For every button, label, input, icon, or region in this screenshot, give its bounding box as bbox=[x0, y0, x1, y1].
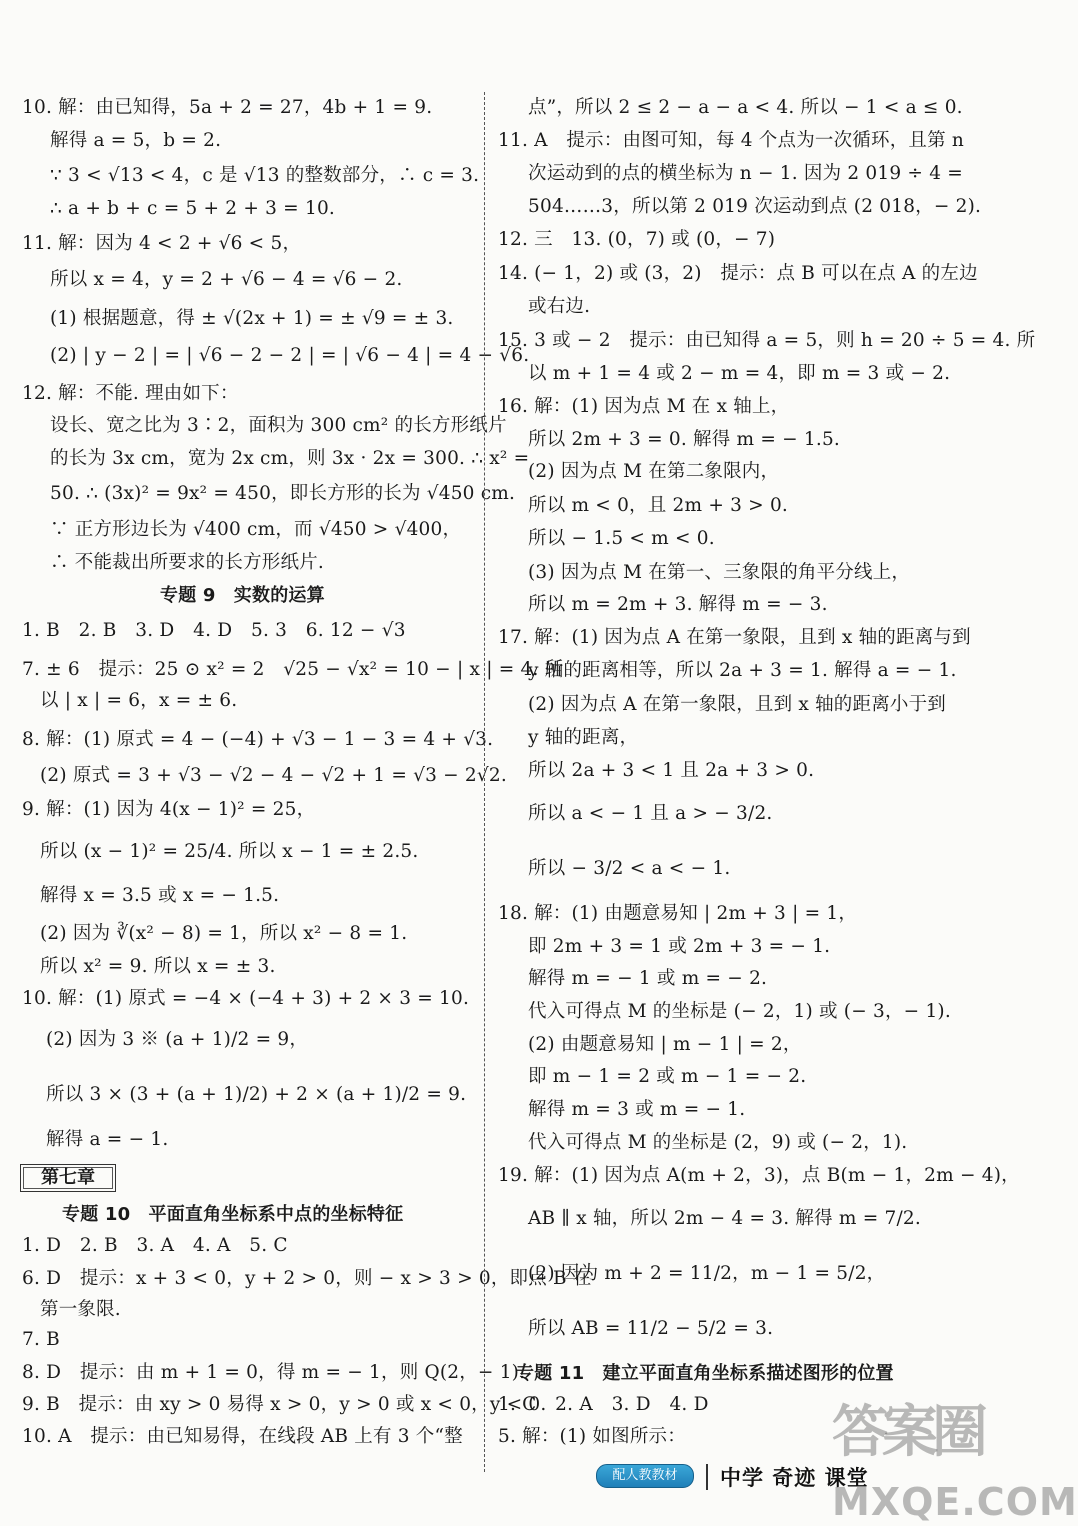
answer-line: ∵ 3 < √13 < 4，c 是 √13 的整数部分，∴ c = 3. bbox=[50, 165, 480, 186]
answer-line: 次运动到的点的横坐标为 n − 1. 因为 2 019 ÷ 4 = bbox=[528, 163, 963, 184]
answer-line: 所以 AB = 11/2 − 5/2 = 3. bbox=[528, 1318, 774, 1339]
section-heading: 专题 10 平面直角坐标系中点的坐标特征 bbox=[62, 1204, 404, 1225]
answer-line: 解得 m = 3 或 m = − 1. bbox=[528, 1099, 746, 1120]
answer-line: ∴ a + b + c = 5 + 2 + 3 = 10. bbox=[50, 198, 335, 219]
watermark-logo: 答案圈 bbox=[832, 1400, 982, 1465]
answer-line: 12. 三 13. (0，7) 或 (0，− 7) bbox=[498, 229, 776, 250]
answer-line: 所以 3 × (3 + (a + 1)/2) + 2 × (a + 1)/2 = 9. bbox=[46, 1084, 467, 1105]
answer-line: 的长为 3x cm，宽为 2x cm，则 3x · 2x = 300. ∴ x² = bbox=[50, 448, 530, 469]
answer-line: 所以 x = 4，y = 2 + √6 − 4 = √6 − 2. bbox=[50, 269, 403, 290]
answer-line: 1. B 2. B 3. D 4. D 5. 3 6. 12 − √3 bbox=[22, 620, 406, 641]
answer-line: 16. 解：(1) 因为点 M 在 x 轴上， bbox=[498, 396, 790, 417]
answer-line: 即 2m + 3 = 1 或 2m + 3 = − 1. bbox=[528, 936, 831, 957]
answer-line: 解得 a = 5，b = 2. bbox=[50, 130, 222, 151]
answer-line: 解得 x = 3.5 或 x = − 1.5. bbox=[40, 885, 280, 906]
answer-line: 7. B bbox=[22, 1329, 60, 1350]
answer-line: 或右边. bbox=[528, 296, 591, 317]
answer-line: 所以 2a + 3 < 1 且 2a + 3 > 0. bbox=[528, 760, 815, 781]
brand-name: 中学 奇迹 课堂 bbox=[720, 1466, 869, 1490]
answer-line: y 轴的距离相等，所以 2a + 3 = 1. 解得 a = − 1. bbox=[528, 660, 957, 681]
answer-line: (2) 因为 ∛(x² − 8) = 1，所以 x² − 8 = 1. bbox=[40, 923, 408, 944]
textbook-badge: 配人教教材 bbox=[596, 1464, 694, 1488]
answer-line: 10. 解：(1) 原式 = −4 × (−4 + 3) + 2 × 3 = 10. bbox=[22, 988, 470, 1009]
answer-line: 所以 x² = 9. 所以 x = ± 3. bbox=[40, 956, 276, 977]
answer-line: 7. ± 6 提示：25 ⊙ x² = 2 √25 − √x² = 10 − | x | = 4. 所 bbox=[22, 659, 564, 680]
section-heading: 专题 11 建立平面直角坐标系描述图形的位置 bbox=[516, 1363, 894, 1384]
answer-line: 12. 解：不能. 理由如下： bbox=[22, 383, 239, 404]
answer-line: 8. 解：(1) 原式 = 4 − (−4) + √3 − 1 − 3 = 4 + √3. bbox=[22, 729, 494, 750]
answer-line: 所以 − 3/2 < a < − 1. bbox=[528, 858, 731, 879]
answer-line: y 轴的距离， bbox=[528, 727, 639, 748]
answer-line: 所以 2m + 3 = 0. 解得 m = − 1.5. bbox=[528, 429, 840, 450]
answer-line: (2) | y − 2 | = | √6 − 2 − 2 | = | √6 − 4 | = 4 − √6. bbox=[50, 345, 530, 366]
answer-line: ∵ 正方形边长为 √400 cm，而 √450 > √400， bbox=[50, 519, 462, 540]
answer-line: 所以 m < 0，且 2m + 3 > 0. bbox=[528, 495, 788, 516]
answer-line: 14. (− 1，2) 或 (3，2) 提示：点 B 可以在点 A 的左边 bbox=[498, 263, 978, 284]
footer-divider bbox=[706, 1464, 711, 1490]
answer-line: 即 m − 1 = 2 或 m − 1 = − 2. bbox=[528, 1066, 807, 1087]
watermark-url: MXQE.COM bbox=[832, 1480, 1078, 1524]
answer-line: 解得 m = − 1 或 m = − 2. bbox=[528, 968, 768, 989]
answer-line: 6. D 提示：x + 3 < 0，y + 2 > 0，则 − x > 3 > 0，即点 B 在 bbox=[22, 1268, 592, 1289]
answer-line: 17. 解：(1) 因为点 A 在第一象限，且到 x 轴的距离与到 bbox=[498, 627, 971, 648]
answer-line: (3) 因为点 M 在第一、三象限的角平分线上， bbox=[528, 562, 911, 583]
answer-line: (2) 由题意易知 | m − 1 | = 2， bbox=[528, 1034, 802, 1055]
answer-line: 所以 − 1.5 < m < 0. bbox=[528, 528, 715, 549]
answer-line: 9. B 提示：由 xy > 0 易得 x > 0，y > 0 或 x < 0，y < 0. bbox=[22, 1394, 547, 1415]
answer-line: (2) 因为点 A 在第一象限，且到 x 轴的距离小于到 bbox=[528, 694, 947, 715]
chapter-label: 第七章 bbox=[20, 1164, 116, 1192]
watermark bbox=[832, 1388, 1078, 1524]
answer-line: 解得 a = − 1. bbox=[46, 1129, 169, 1150]
answer-line: 1. D 2. B 3. A 4. A 5. C bbox=[22, 1235, 288, 1256]
section-heading: 专题 9 实数的运算 bbox=[160, 585, 325, 606]
answer-line: 所以 m = 2m + 3. 解得 m = − 3. bbox=[528, 594, 828, 615]
answer-line: 代入可得点 M 的坐标是 (− 2，1) 或 (− 3，− 1). bbox=[528, 1001, 951, 1022]
answer-line: AB ∥ x 轴，所以 2m − 4 = 3. 解得 m = 7/2. bbox=[528, 1208, 921, 1229]
answer-line: (2) 因为点 M 在第二象限内， bbox=[528, 461, 780, 482]
right-column bbox=[490, 0, 1036, 1480]
answer-line: ∴ 不能裁出所要求的长方形纸片. bbox=[50, 552, 324, 573]
answer-line: 11. A 提示：由图可知，每 4 个点为一次循环，且第 n bbox=[498, 130, 964, 151]
answer-line: 设长、宽之比为 3∶2，面积为 300 cm² 的长方形纸片 bbox=[50, 415, 507, 436]
answer-line: 第一象限. bbox=[40, 1299, 121, 1320]
column-divider bbox=[484, 92, 485, 1472]
answer-line: 点”，所以 2 ≤ 2 − a − a < 4. 所以 − 1 < a ≤ 0. bbox=[528, 97, 963, 118]
answer-line: 1. C 2. A 3. D 4. D bbox=[498, 1394, 709, 1415]
answer-line: 5. 解：(1) 如图所示： bbox=[498, 1426, 686, 1447]
answer-line: 15. 3 或 − 2 提示：由已知得 a = 5，则 h = 20 ÷ 5 = 4. 所 bbox=[498, 330, 1036, 351]
answer-line: 504……3，所以第 2 019 次运动到点 (2 018，− 2). bbox=[528, 196, 982, 217]
answer-line: 8. D 提示：由 m + 1 = 0，得 m = − 1，则 Q(2，− 1). bbox=[22, 1362, 526, 1383]
answer-line: (2) 因为 m + 2 = 11/2，m − 1 = 5/2， bbox=[528, 1263, 886, 1284]
answer-line: 所以 (x − 1)² = 25/4. 所以 x − 1 = ± 2.5. bbox=[40, 841, 419, 862]
answer-line: 代入可得点 M 的坐标是 (2，9) 或 (− 2，1). bbox=[528, 1132, 908, 1153]
answer-line: 19. 解：(1) 因为点 A(m + 2，3)，点 B(m − 1，2m − 4)， bbox=[498, 1165, 1020, 1186]
answer-line: 18. 解：(1) 由题意易知 | 2m + 3 | = 1， bbox=[498, 903, 858, 924]
answer-line: (1) 根据题意，得 ± √(2x + 1) = ± √9 = ± 3. bbox=[50, 308, 454, 329]
answer-line: 以 | x | = 6，x = ± 6. bbox=[40, 690, 238, 711]
answer-line: 所以 a < − 1 且 a > − 3/2. bbox=[528, 803, 773, 824]
answer-line: 10. A 提示：由已知易得，在线段 AB 上有 3 个“整 bbox=[22, 1426, 463, 1447]
answer-line: 9. 解：(1) 因为 4(x − 1)² = 25， bbox=[22, 799, 316, 820]
answer-line: 50. ∴ (3x)² = 9x² = 450，即长方形的长为 √450 cm. bbox=[50, 483, 516, 504]
answer-line: (2) 因为 3 ※ (a + 1)/2 = 9， bbox=[46, 1029, 309, 1050]
answer-line: (2) 原式 = 3 + √3 − √2 − 4 − √2 + 1 = √3 − 2√2. bbox=[40, 765, 507, 786]
answer-line: 以 m + 1 = 4 或 2 − m = 4，即 m = 3 或 − 2. bbox=[528, 363, 951, 384]
answer-line: 11. 解：因为 4 < 2 + √6 < 5， bbox=[22, 233, 302, 254]
answer-line: 10. 解：由已知得，5a + 2 = 27，4b + 1 = 9. bbox=[22, 97, 433, 118]
